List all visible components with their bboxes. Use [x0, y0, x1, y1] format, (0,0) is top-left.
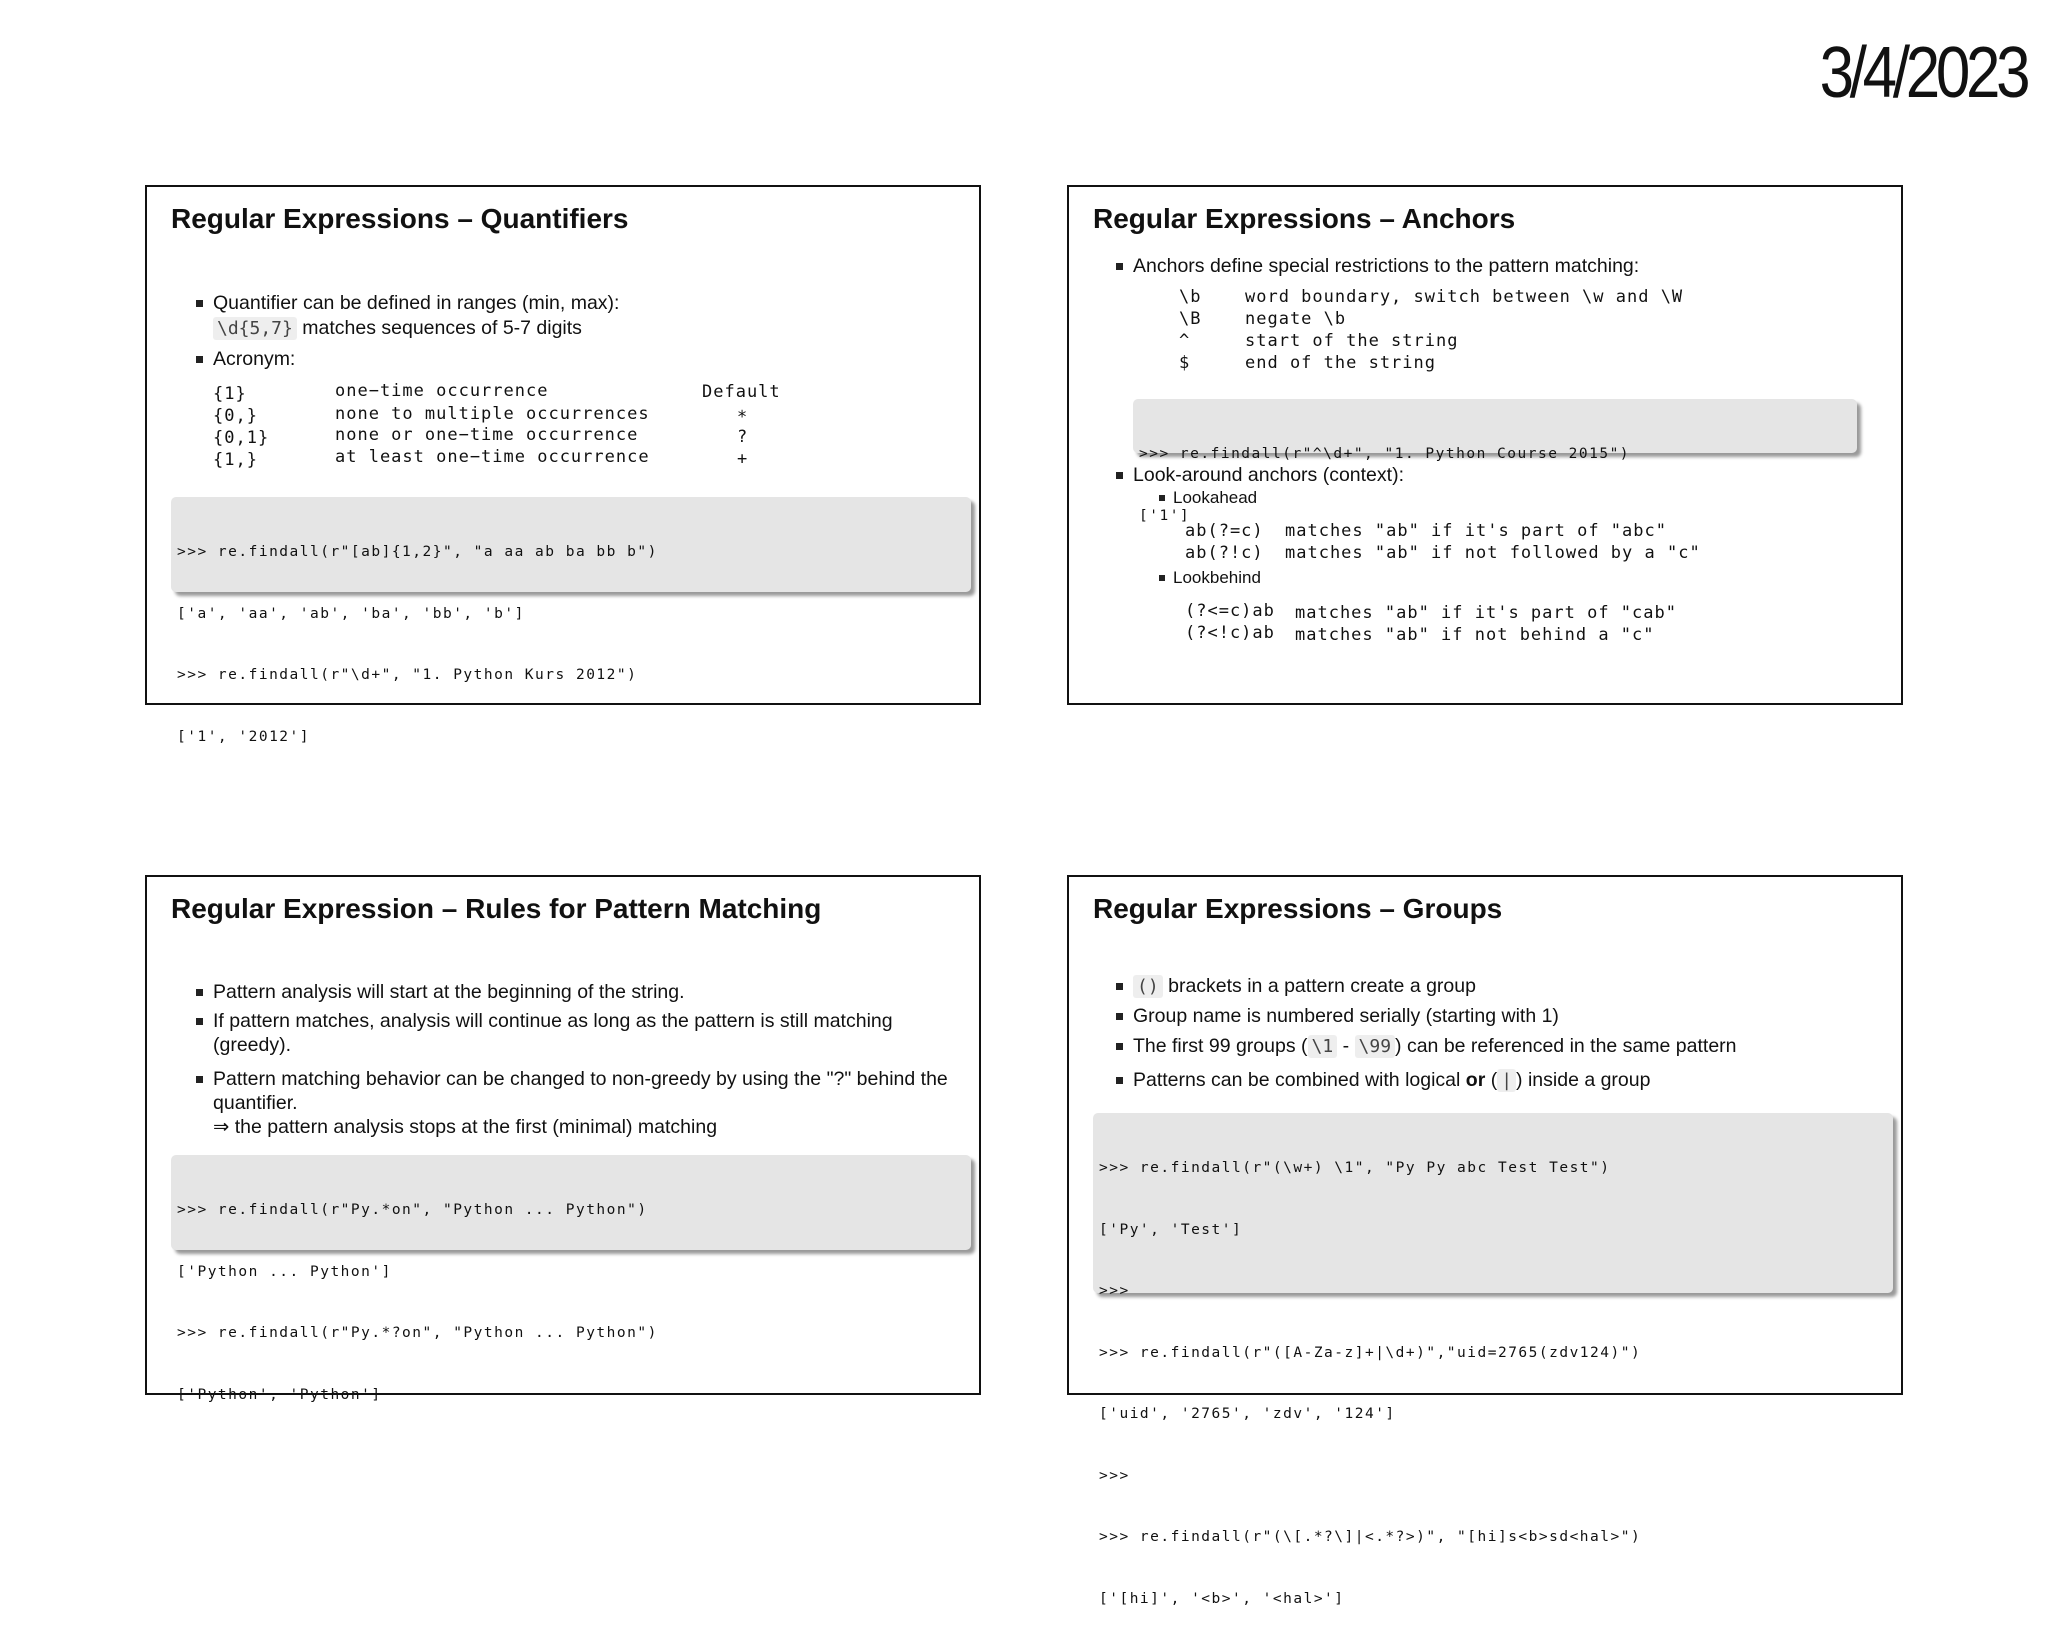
lookahead-pattern: ab(?=c): [1185, 521, 1264, 541]
code-line: >>> re.findall(r"^\d+", "1. Python Course 2015"): [1139, 446, 1631, 462]
code-line: ['[hi]', '<b>', '<hal>']: [1099, 1590, 1345, 1607]
anchor-symbol: \B: [1179, 309, 1202, 329]
slide-title: Regular Expressions – Anchors: [1093, 203, 1516, 234]
code-line: ['Py', 'Test']: [1099, 1221, 1243, 1238]
code-line: >>> re.findall(r"[ab]{1,2}", "a aa ab ba bb b"): [177, 544, 658, 560]
anchor-symbol: $: [1179, 353, 1191, 373]
inline-code: |: [1497, 1069, 1516, 1092]
code-line: ['1', '2012']: [177, 728, 310, 745]
code-line: >>> re.findall(r"([A-Za-z]+|\d+)","uid=2765(zdv124)"): [1099, 1344, 1642, 1361]
bullet-logical-or: Patterns can be combined with logical or ( | ) inside a group: [1133, 1069, 1651, 1091]
code-line: >>> re.findall(r"(\w+) \1", "Py Py abc Test Test"): [1099, 1160, 1611, 1176]
date-label: 3/4/2023: [1819, 33, 2026, 113]
code-line: >>>: [1099, 1467, 1130, 1484]
code-block: [1093, 1113, 1893, 1607]
code-line: ['1']: [1139, 507, 1191, 524]
slide-quantifiers: [145, 185, 981, 745]
slide-pattern-rules: [145, 875, 981, 1403]
sub-bullet-lookahead: Lookahead: [1173, 488, 1258, 507]
table-meaning: at least one−time occurrence: [335, 447, 650, 467]
bullet-anchors-definition: Anchors define special restrictions to the pattern matching:: [1133, 255, 1640, 277]
code-line: ['uid', '2765', 'zdv', '124']: [1099, 1406, 1396, 1422]
code-block: [171, 1155, 971, 1403]
bullet-acronym: Acronym:: [213, 348, 296, 370]
lookbehind-pattern: (?<=c)ab: [1185, 601, 1275, 621]
bullet-brackets-group: () brackets in a pattern create a group: [1133, 974, 1476, 999]
sub-bullet-lookbehind: Lookbehind: [1173, 568, 1261, 587]
table-default: ?: [737, 427, 749, 447]
inline-code: \1: [1308, 1035, 1338, 1058]
anchor-symbol: ^: [1179, 331, 1191, 351]
inline-code: \99: [1355, 1035, 1396, 1058]
slide-title: Regular Expressions – Groups: [1093, 893, 1503, 924]
code-line: ['a', 'aa', 'ab', 'ba', 'bb', 'b']: [177, 605, 525, 622]
code-line: >>>: [1099, 1283, 1130, 1299]
bullet-quantifier-ranges: Quantifier can be defined in ranges (min, max):: [213, 292, 620, 314]
inline-code: \d{5,7}: [213, 317, 297, 340]
lookahead-description: matches "ab" if it's part of "abc": [1285, 521, 1667, 541]
table-pattern: {1,}: [213, 450, 258, 470]
table-meaning: none or one−time occurrence: [335, 425, 639, 445]
bullet-non-greedy: Pattern matching behavior can be changed to non-greedy by using the "?" behind the quantifier. ⇒ the pattern analysis stops at the first (minimal) matching: [213, 1068, 948, 1138]
lookbehind-pattern: (?<!c)ab: [1185, 623, 1275, 643]
lookahead-pattern: ab(?!c): [1185, 543, 1264, 563]
lookbehind-description: matches "ab" if not behind a "c": [1295, 625, 1655, 645]
code-line: >>> re.findall(r"(\[.*?\]|<.*?>)", "[hi]s<b>sd<hal>"): [1099, 1529, 1642, 1545]
table-default: ∗: [737, 404, 749, 424]
inline-code: (): [1133, 975, 1163, 998]
lookahead-description: matches "ab" if not followed by a "c": [1285, 543, 1701, 563]
slide-anchors: [1067, 185, 1903, 705]
bullet-look-around: Look-around anchors (context):: [1133, 464, 1404, 486]
anchor-description: start of the string: [1245, 331, 1459, 351]
table-meaning: one−time occurrence: [335, 381, 549, 401]
bullet-quantifier-example: \d{5,7} matches sequences of 5-7 digits: [213, 317, 582, 340]
anchor-description: word boundary, switch between \w and \W: [1245, 287, 1684, 307]
code-line: ['Python ... Python']: [177, 1263, 392, 1280]
table-pattern: {0,1}: [213, 428, 270, 448]
table-header-default: Default: [702, 382, 781, 402]
table-pattern: {1}: [213, 384, 247, 404]
table-default: +: [737, 449, 749, 469]
code-line: ['Python', 'Python']: [177, 1386, 382, 1403]
bullet-greedy: If pattern matches, analysis will continue as long as the pattern is still matching (greedy).: [213, 1010, 893, 1056]
slide-title: Regular Expressions – Quantifiers: [171, 203, 629, 234]
code-line: >>> re.findall(r"Py.*?on", "Python ... Python"): [177, 1325, 658, 1341]
anchor-symbol: \b: [1179, 287, 1202, 307]
bullet-group-numbering: Group name is numbered serially (starting with 1): [1133, 1005, 1559, 1027]
code-line: >>> re.findall(r"Py.*on", "Python ... Python"): [177, 1202, 648, 1218]
code-block: [171, 497, 971, 745]
bullet-back-references: The first 99 groups ( \1 - \99 ) can be referenced in the same pattern: [1133, 1035, 1737, 1057]
anchor-description: negate \b: [1245, 309, 1347, 329]
table-pattern: {0,}: [213, 406, 258, 426]
table-meaning: none to multiple occurrences: [335, 404, 650, 424]
slide-groups: [1067, 875, 1903, 1607]
bullet-start-of-string: Pattern analysis will start at the beginning of the string.: [213, 981, 685, 1003]
anchor-description: end of the string: [1245, 353, 1436, 373]
code-line: >>> re.findall(r"\d+", "1. Python Kurs 2012"): [177, 667, 638, 683]
slide-title: Regular Expression – Rules for Pattern Matching: [171, 893, 822, 924]
lookbehind-description: matches "ab" if it's part of "cab": [1295, 603, 1677, 623]
